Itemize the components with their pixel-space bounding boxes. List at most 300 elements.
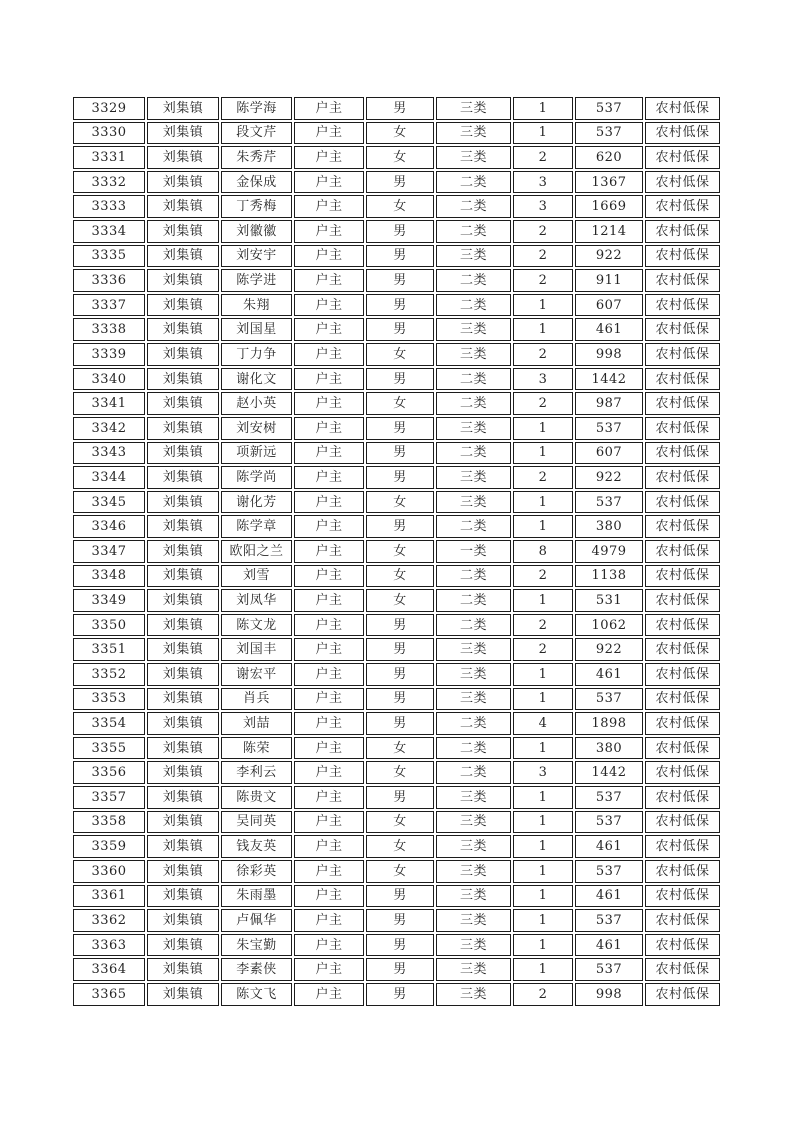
cell-assistance-type: 农村低保 (645, 909, 720, 932)
cell-gender: 女 (366, 540, 434, 563)
cell-person-count: 1 (513, 663, 573, 686)
cell-serial-number: 3348 (73, 565, 145, 588)
cell-serial-number: 3358 (73, 811, 145, 834)
cell-amount: 922 (575, 466, 643, 489)
cell-relation-to-head: 户主 (294, 97, 364, 120)
cell-town: 刘集镇 (147, 392, 219, 415)
cell-amount: 461 (575, 663, 643, 686)
cell-name: 刘国星 (221, 318, 292, 341)
cell-serial-number: 3357 (73, 786, 145, 809)
cell-name: 陈贵文 (221, 786, 292, 809)
table-row (73, 934, 720, 957)
cell-town: 刘集镇 (147, 220, 219, 243)
cell-category: 三类 (436, 417, 511, 440)
cell-town: 刘集镇 (147, 417, 219, 440)
cell-amount: 537 (575, 786, 643, 809)
cell-person-count: 4 (513, 712, 573, 735)
cell-serial-number: 3331 (73, 146, 145, 169)
cell-serial-number: 3355 (73, 737, 145, 760)
cell-town: 刘集镇 (147, 442, 219, 465)
cell-person-count: 2 (513, 220, 573, 243)
cell-town: 刘集镇 (147, 269, 219, 292)
cell-name: 刘雪 (221, 565, 292, 588)
cell-name: 吴同英 (221, 811, 292, 834)
cell-name: 赵小英 (221, 392, 292, 415)
cell-person-count: 2 (513, 269, 573, 292)
cell-gender: 男 (366, 909, 434, 932)
cell-amount: 620 (575, 146, 643, 169)
cell-category: 二类 (436, 737, 511, 760)
cell-amount: 461 (575, 885, 643, 908)
cell-gender: 男 (366, 983, 434, 1006)
cell-town: 刘集镇 (147, 712, 219, 735)
cell-name: 肖兵 (221, 688, 292, 711)
cell-gender: 男 (366, 515, 434, 538)
cell-name: 朱秀芹 (221, 146, 292, 169)
cell-assistance-type: 农村低保 (645, 318, 720, 341)
cell-gender: 男 (366, 171, 434, 194)
cell-gender: 男 (366, 318, 434, 341)
cell-category: 三类 (436, 146, 511, 169)
cell-relation-to-head: 户主 (294, 983, 364, 1006)
cell-category: 三类 (436, 786, 511, 809)
cell-gender: 男 (366, 786, 434, 809)
cell-assistance-type: 农村低保 (645, 122, 720, 145)
cell-person-count: 1 (513, 318, 573, 341)
cell-category: 三类 (436, 343, 511, 366)
cell-serial-number: 3335 (73, 245, 145, 268)
cell-assistance-type: 农村低保 (645, 269, 720, 292)
cell-name: 丁秀梅 (221, 195, 292, 218)
cell-gender: 男 (366, 958, 434, 981)
cell-gender: 男 (366, 688, 434, 711)
table-row (73, 318, 720, 341)
cell-person-count: 3 (513, 195, 573, 218)
cell-assistance-type: 农村低保 (645, 294, 720, 317)
cell-name: 朱宝勤 (221, 934, 292, 957)
cell-serial-number: 3346 (73, 515, 145, 538)
cell-person-count: 1 (513, 417, 573, 440)
table-row (73, 860, 720, 883)
cell-category: 二类 (436, 761, 511, 784)
cell-category: 二类 (436, 220, 511, 243)
cell-gender: 男 (366, 466, 434, 489)
table-row (73, 835, 720, 858)
cell-name: 陈学海 (221, 97, 292, 120)
cell-relation-to-head: 户主 (294, 491, 364, 514)
table-row (73, 909, 720, 932)
cell-amount: 1442 (575, 761, 643, 784)
cell-assistance-type: 农村低保 (645, 811, 720, 834)
cell-town: 刘集镇 (147, 934, 219, 957)
cell-amount: 4979 (575, 540, 643, 563)
cell-gender: 女 (366, 860, 434, 883)
cell-serial-number: 3333 (73, 195, 145, 218)
cell-serial-number: 3329 (73, 97, 145, 120)
cell-relation-to-head: 户主 (294, 195, 364, 218)
cell-amount: 537 (575, 860, 643, 883)
cell-serial-number: 3344 (73, 466, 145, 489)
cell-relation-to-head: 户主 (294, 515, 364, 538)
cell-town: 刘集镇 (147, 466, 219, 489)
cell-town: 刘集镇 (147, 540, 219, 563)
cell-town: 刘集镇 (147, 786, 219, 809)
cell-gender: 男 (366, 417, 434, 440)
cell-town: 刘集镇 (147, 491, 219, 514)
cell-amount: 531 (575, 589, 643, 612)
cell-category: 二类 (436, 294, 511, 317)
cell-person-count: 1 (513, 589, 573, 612)
cell-serial-number: 3353 (73, 688, 145, 711)
cell-person-count: 2 (513, 565, 573, 588)
table-row (73, 885, 720, 908)
cell-amount: 461 (575, 318, 643, 341)
cell-relation-to-head: 户主 (294, 835, 364, 858)
cell-amount: 537 (575, 417, 643, 440)
cell-person-count: 2 (513, 983, 573, 1006)
cell-relation-to-head: 户主 (294, 417, 364, 440)
cell-person-count: 2 (513, 392, 573, 415)
table-row (73, 220, 720, 243)
cell-assistance-type: 农村低保 (645, 466, 720, 489)
table-row (73, 540, 720, 563)
cell-person-count: 1 (513, 885, 573, 908)
table-row (73, 614, 720, 637)
cell-person-count: 3 (513, 171, 573, 194)
cell-amount: 998 (575, 343, 643, 366)
cell-category: 三类 (436, 245, 511, 268)
cell-gender: 男 (366, 712, 434, 735)
cell-person-count: 2 (513, 614, 573, 637)
cell-amount: 1062 (575, 614, 643, 637)
table-row (73, 171, 720, 194)
cell-person-count: 1 (513, 294, 573, 317)
welfare-table-body (73, 97, 720, 1006)
cell-assistance-type: 农村低保 (645, 540, 720, 563)
cell-name: 朱雨墨 (221, 885, 292, 908)
cell-serial-number: 3360 (73, 860, 145, 883)
cell-serial-number: 3338 (73, 318, 145, 341)
cell-relation-to-head: 户主 (294, 958, 364, 981)
cell-category: 二类 (436, 515, 511, 538)
cell-category: 二类 (436, 712, 511, 735)
cell-person-count: 2 (513, 245, 573, 268)
cell-assistance-type: 农村低保 (645, 417, 720, 440)
cell-person-count: 1 (513, 934, 573, 957)
cell-relation-to-head: 户主 (294, 343, 364, 366)
cell-town: 刘集镇 (147, 983, 219, 1006)
cell-name: 陈文飞 (221, 983, 292, 1006)
cell-amount: 461 (575, 835, 643, 858)
cell-serial-number: 3334 (73, 220, 145, 243)
cell-town: 刘集镇 (147, 515, 219, 538)
cell-relation-to-head: 户主 (294, 171, 364, 194)
cell-relation-to-head: 户主 (294, 294, 364, 317)
table-row (73, 515, 720, 538)
cell-relation-to-head: 户主 (294, 146, 364, 169)
cell-category: 三类 (436, 318, 511, 341)
cell-name: 钱友英 (221, 835, 292, 858)
table-row (73, 343, 720, 366)
cell-gender: 男 (366, 294, 434, 317)
cell-amount: 537 (575, 122, 643, 145)
cell-town: 刘集镇 (147, 811, 219, 834)
cell-amount: 922 (575, 245, 643, 268)
cell-serial-number: 3345 (73, 491, 145, 514)
cell-amount: 922 (575, 638, 643, 661)
cell-category: 二类 (436, 614, 511, 637)
cell-serial-number: 3365 (73, 983, 145, 1006)
cell-gender: 女 (366, 122, 434, 145)
cell-town: 刘集镇 (147, 737, 219, 760)
cell-category: 二类 (436, 589, 511, 612)
cell-town: 刘集镇 (147, 835, 219, 858)
cell-assistance-type: 农村低保 (645, 245, 720, 268)
cell-amount: 380 (575, 737, 643, 760)
cell-relation-to-head: 户主 (294, 245, 364, 268)
cell-serial-number: 3347 (73, 540, 145, 563)
cell-category: 三类 (436, 909, 511, 932)
cell-amount: 461 (575, 934, 643, 957)
table-row (73, 712, 720, 735)
cell-town: 刘集镇 (147, 688, 219, 711)
cell-relation-to-head: 户主 (294, 368, 364, 391)
cell-person-count: 1 (513, 835, 573, 858)
cell-amount: 1898 (575, 712, 643, 735)
table-row (73, 245, 720, 268)
cell-assistance-type: 农村低保 (645, 983, 720, 1006)
cell-relation-to-head: 户主 (294, 737, 364, 760)
cell-gender: 男 (366, 638, 434, 661)
cell-assistance-type: 农村低保 (645, 491, 720, 514)
cell-person-count: 2 (513, 146, 573, 169)
cell-relation-to-head: 户主 (294, 761, 364, 784)
cell-assistance-type: 农村低保 (645, 663, 720, 686)
cell-serial-number: 3341 (73, 392, 145, 415)
cell-serial-number: 3363 (73, 934, 145, 957)
cell-town: 刘集镇 (147, 122, 219, 145)
cell-person-count: 1 (513, 737, 573, 760)
cell-town: 刘集镇 (147, 909, 219, 932)
cell-category: 二类 (436, 565, 511, 588)
cell-category: 二类 (436, 195, 511, 218)
cell-serial-number: 3349 (73, 589, 145, 612)
cell-assistance-type: 农村低保 (645, 737, 720, 760)
cell-assistance-type: 农村低保 (645, 761, 720, 784)
cell-name: 朱翔 (221, 294, 292, 317)
cell-serial-number: 3351 (73, 638, 145, 661)
cell-person-count: 1 (513, 786, 573, 809)
cell-category: 三类 (436, 97, 511, 120)
cell-category: 三类 (436, 835, 511, 858)
cell-serial-number: 3330 (73, 122, 145, 145)
table-row (73, 417, 720, 440)
cell-gender: 女 (366, 392, 434, 415)
cell-category: 一类 (436, 540, 511, 563)
cell-relation-to-head: 户主 (294, 466, 364, 489)
cell-assistance-type: 农村低保 (645, 885, 720, 908)
cell-relation-to-head: 户主 (294, 318, 364, 341)
cell-relation-to-head: 户主 (294, 909, 364, 932)
cell-assistance-type: 农村低保 (645, 195, 720, 218)
table-row (73, 565, 720, 588)
table-row (73, 983, 720, 1006)
cell-name: 项新远 (221, 442, 292, 465)
cell-town: 刘集镇 (147, 589, 219, 612)
cell-person-count: 1 (513, 491, 573, 514)
table-row (73, 958, 720, 981)
cell-person-count: 1 (513, 122, 573, 145)
cell-relation-to-head: 户主 (294, 786, 364, 809)
cell-name: 陈学尚 (221, 466, 292, 489)
cell-amount: 607 (575, 294, 643, 317)
table-row (73, 269, 720, 292)
cell-name: 谢宏平 (221, 663, 292, 686)
table-row (73, 122, 720, 145)
cell-category: 三类 (436, 958, 511, 981)
cell-relation-to-head: 户主 (294, 688, 364, 711)
cell-gender: 男 (366, 442, 434, 465)
cell-name: 丁力争 (221, 343, 292, 366)
cell-amount: 1214 (575, 220, 643, 243)
cell-assistance-type: 农村低保 (645, 442, 720, 465)
cell-person-count: 2 (513, 343, 573, 366)
cell-relation-to-head: 户主 (294, 540, 364, 563)
cell-gender: 女 (366, 343, 434, 366)
cell-town: 刘集镇 (147, 761, 219, 784)
cell-serial-number: 3354 (73, 712, 145, 735)
cell-name: 陈学进 (221, 269, 292, 292)
cell-town: 刘集镇 (147, 294, 219, 317)
cell-assistance-type: 农村低保 (645, 589, 720, 612)
table-row (73, 392, 720, 415)
cell-town: 刘集镇 (147, 663, 219, 686)
cell-name: 陈文龙 (221, 614, 292, 637)
cell-gender: 女 (366, 195, 434, 218)
cell-serial-number: 3362 (73, 909, 145, 932)
cell-name: 金保成 (221, 171, 292, 194)
cell-relation-to-head: 户主 (294, 663, 364, 686)
cell-assistance-type: 农村低保 (645, 146, 720, 169)
cell-assistance-type: 农村低保 (645, 220, 720, 243)
cell-amount: 1669 (575, 195, 643, 218)
cell-gender: 男 (366, 663, 434, 686)
cell-gender: 男 (366, 614, 434, 637)
cell-serial-number: 3342 (73, 417, 145, 440)
cell-amount: 537 (575, 491, 643, 514)
cell-assistance-type: 农村低保 (645, 786, 720, 809)
cell-gender: 女 (366, 565, 434, 588)
cell-town: 刘集镇 (147, 343, 219, 366)
cell-serial-number: 3339 (73, 343, 145, 366)
cell-serial-number: 3343 (73, 442, 145, 465)
cell-relation-to-head: 户主 (294, 638, 364, 661)
cell-gender: 女 (366, 811, 434, 834)
cell-town: 刘集镇 (147, 614, 219, 637)
cell-relation-to-head: 户主 (294, 860, 364, 883)
cell-person-count: 1 (513, 860, 573, 883)
cell-relation-to-head: 户主 (294, 269, 364, 292)
cell-town: 刘集镇 (147, 245, 219, 268)
cell-assistance-type: 农村低保 (645, 343, 720, 366)
cell-person-count: 3 (513, 368, 573, 391)
cell-gender: 男 (366, 368, 434, 391)
table-row (73, 786, 720, 809)
cell-gender: 女 (366, 761, 434, 784)
cell-serial-number: 3336 (73, 269, 145, 292)
cell-name: 陈荣 (221, 737, 292, 760)
cell-amount: 998 (575, 983, 643, 1006)
table-row (73, 688, 720, 711)
cell-category: 三类 (436, 983, 511, 1006)
cell-category: 三类 (436, 491, 511, 514)
table-row (73, 638, 720, 661)
cell-category: 三类 (436, 663, 511, 686)
cell-amount: 537 (575, 97, 643, 120)
cell-gender: 男 (366, 220, 434, 243)
table-row (73, 466, 720, 489)
cell-category: 二类 (436, 269, 511, 292)
cell-person-count: 1 (513, 97, 573, 120)
cell-gender: 女 (366, 737, 434, 760)
cell-serial-number: 3356 (73, 761, 145, 784)
cell-town: 刘集镇 (147, 565, 219, 588)
cell-name: 谢化芳 (221, 491, 292, 514)
cell-gender: 女 (366, 491, 434, 514)
table-row (73, 737, 720, 760)
cell-category: 二类 (436, 171, 511, 194)
cell-serial-number: 3332 (73, 171, 145, 194)
cell-assistance-type: 农村低保 (645, 565, 720, 588)
cell-gender: 男 (366, 885, 434, 908)
cell-person-count: 1 (513, 909, 573, 932)
cell-town: 刘集镇 (147, 195, 219, 218)
cell-amount: 537 (575, 688, 643, 711)
cell-serial-number: 3350 (73, 614, 145, 637)
table-row (73, 146, 720, 169)
cell-town: 刘集镇 (147, 146, 219, 169)
cell-serial-number: 3337 (73, 294, 145, 317)
cell-name: 徐彩英 (221, 860, 292, 883)
table-row (73, 663, 720, 686)
cell-name: 刘喆 (221, 712, 292, 735)
welfare-roster-table (71, 95, 722, 1008)
cell-name: 李素侠 (221, 958, 292, 981)
cell-assistance-type: 农村低保 (645, 860, 720, 883)
cell-assistance-type: 农村低保 (645, 614, 720, 637)
cell-assistance-type: 农村低保 (645, 392, 720, 415)
cell-town: 刘集镇 (147, 318, 219, 341)
cell-amount: 1138 (575, 565, 643, 588)
cell-person-count: 3 (513, 761, 573, 784)
table-row (73, 97, 720, 120)
cell-assistance-type: 农村低保 (645, 171, 720, 194)
cell-person-count: 2 (513, 638, 573, 661)
cell-assistance-type: 农村低保 (645, 835, 720, 858)
cell-amount: 537 (575, 811, 643, 834)
cell-person-count: 2 (513, 466, 573, 489)
cell-name: 卢佩华 (221, 909, 292, 932)
cell-amount: 1367 (575, 171, 643, 194)
cell-person-count: 1 (513, 688, 573, 711)
cell-gender: 女 (366, 835, 434, 858)
cell-name: 刘安宇 (221, 245, 292, 268)
cell-relation-to-head: 户主 (294, 589, 364, 612)
cell-name: 刘凤华 (221, 589, 292, 612)
cell-person-count: 1 (513, 811, 573, 834)
cell-gender: 女 (366, 146, 434, 169)
table-row (73, 195, 720, 218)
